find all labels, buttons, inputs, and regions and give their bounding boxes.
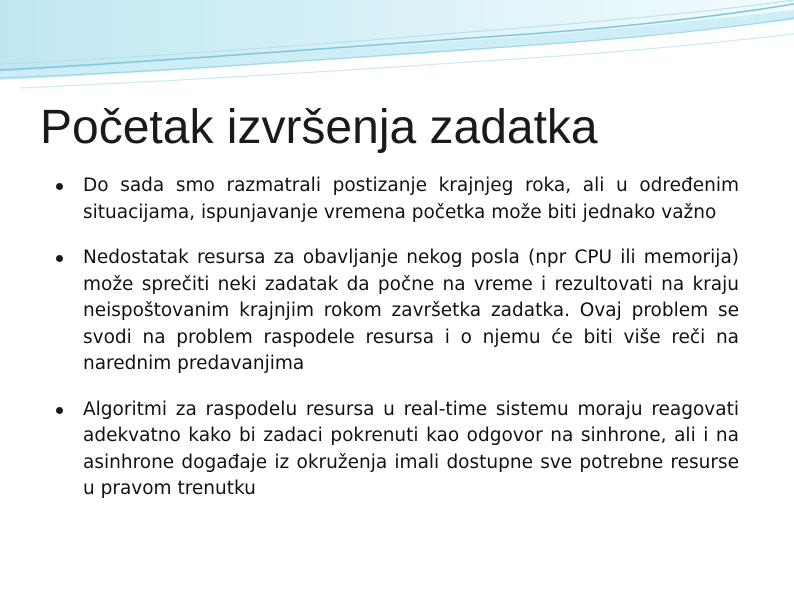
bullet-dot-icon bbox=[56, 407, 63, 414]
bullet-text: Algoritmi za raspodelu resursa u real-time sistemu moraju reagovati adekvatno kako bi zadaci pokrenuti kao odgovor na sinhrone, ali i na asinhrone događaje iz okruženja imali dostupne sve potrebne resurse u pravom trenutku bbox=[83, 398, 739, 499]
bullet-item bbox=[0, 245, 794, 378]
bullet-text: Do sada smo razmatrali postizanje krajnjeg roka, ali u određenim situacijama, ispunjavanje vremena početka može biti jednako važno bbox=[83, 175, 739, 223]
bullet-text: Nedostatak resursa za obavljanje nekog posla (npr CPU ili memorija) može sprečiti neki zadatak da počne na vreme i rezultovati na kraju neispoštovanim krajnjim rokom završetka zadatka. Ovaj problem se svodi na problem raspodele resursa i o njemu će biti više reči na narednim predavanjima bbox=[83, 247, 739, 374]
header-wave-decoration bbox=[0, 0, 794, 100]
bullet-item bbox=[0, 173, 794, 226]
wave-fill bbox=[0, 0, 794, 72]
bullet-dot-icon bbox=[56, 183, 63, 190]
slide-title: Početak izvršenja zadatka bbox=[40, 101, 598, 154]
bullet-dot-icon bbox=[56, 255, 63, 262]
bullet-item bbox=[0, 397, 794, 503]
bullet-list bbox=[0, 173, 794, 522]
